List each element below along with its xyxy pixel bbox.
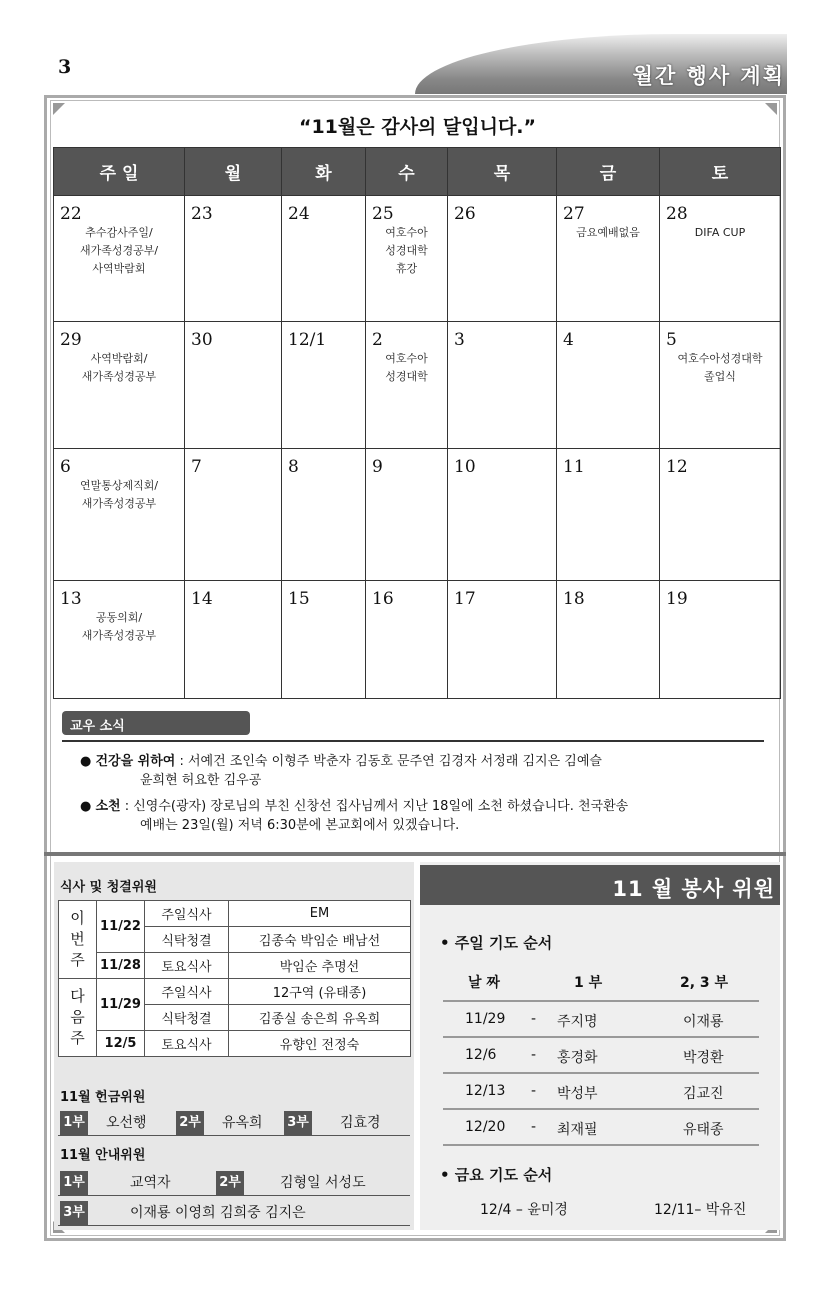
calendar-event: 금요예배없음	[576, 226, 640, 239]
section-divider	[44, 852, 786, 856]
service-tag: 3부	[60, 1201, 88, 1225]
prayer-second-third: 이재룡	[683, 1014, 724, 1030]
calendar-event: 새가족성경공부	[81, 629, 157, 642]
meal-type: 토요식사	[145, 953, 229, 979]
day-number: 9	[372, 457, 383, 477]
meal-date: 11/28	[97, 953, 145, 979]
calendar-day-cell	[557, 449, 660, 581]
meal-title: 식사 및 청결위원	[60, 880, 157, 895]
weekday-fri: 금	[557, 148, 660, 196]
calendar-event: 공동의회/	[95, 611, 143, 624]
news-death-key: 소천	[95, 799, 121, 814]
meal-date: 11/29	[97, 979, 145, 1031]
prayer-date: 12/20	[465, 1119, 506, 1135]
weekday-tue: 화	[282, 148, 366, 196]
day-number: 8	[288, 457, 299, 477]
calendar-day-cell	[282, 449, 366, 581]
day-number: 28	[666, 204, 688, 224]
calendar-day-cell	[54, 322, 185, 449]
day-number: 14	[191, 589, 213, 609]
meal-table	[58, 900, 411, 1057]
weekday-thu: 목	[448, 148, 557, 196]
day-number: 26	[454, 204, 476, 224]
prayer-row	[443, 1038, 759, 1074]
prayer-first: 주지명	[557, 1014, 598, 1030]
calendar-event: 졸업식	[704, 370, 736, 383]
service-tag: 1부	[60, 1171, 88, 1195]
usher-title: 11월 안내위원	[60, 1148, 146, 1163]
calendar-day-cell	[185, 322, 282, 449]
dash: -	[531, 1011, 537, 1027]
meal-names: 유향인 전정숙	[229, 1031, 411, 1057]
weekday-header-row	[54, 148, 781, 196]
calendar-day-cell	[54, 449, 185, 581]
offering-name: 오선행	[106, 1115, 147, 1131]
calendar-day-cell	[185, 449, 282, 581]
day-number: 11	[563, 457, 585, 477]
calendar-day-cell	[366, 322, 448, 449]
meal-type: 식탁청결	[145, 927, 229, 953]
calendar-event: 새가족성경공부/	[79, 244, 159, 257]
offering-name: 김효경	[340, 1115, 381, 1131]
usher-name: 이재룡 이영희 김희중 김지은	[130, 1205, 306, 1221]
next-week-label: 다 음 주	[59, 979, 97, 1057]
calendar-event: 성경대학	[385, 370, 428, 383]
service-tag: 1부	[60, 1111, 88, 1135]
bullet-icon: ●	[80, 799, 92, 814]
meal-date: 12/5	[97, 1031, 145, 1057]
meal-names: 김종숙 박임순 배남선	[229, 927, 411, 953]
day-number: 29	[60, 330, 82, 350]
prayer-second-third: 김교진	[683, 1086, 724, 1102]
news-death-text-cont: 예배는 23일(월) 저녁 6:30분에 본교회에서 있겠습니다.	[140, 818, 460, 833]
calendar-day-cell	[366, 449, 448, 581]
volunteer-title: 11 월 봉사 위원	[612, 877, 775, 901]
calendar-day-cell	[557, 196, 660, 322]
calendar-day-cell	[660, 196, 781, 322]
calendar-day-cell	[660, 449, 781, 581]
calendar-title: “11월은 감사의 달입니다.”	[298, 116, 537, 138]
prayer-row	[443, 1110, 759, 1146]
prayer-date: 12/13	[465, 1083, 506, 1099]
calendar-event: 여호수아성경대학	[677, 352, 763, 365]
col-first: 1 부	[574, 975, 603, 991]
service-tag: 3부	[284, 1111, 312, 1135]
prayer-second-third: 박경환	[683, 1050, 724, 1066]
news-death-text: : 신영수(광자) 장로님의 부친 신창선 집사님께서 지난 18일에 소천 하셨습니다. 천국환송	[120, 799, 629, 814]
calendar-day-cell	[448, 449, 557, 581]
news-health-text: : 서예건 조인숙 이형주 박춘자 김동호 문주연 김경자 서정래 김지은 김예슬	[175, 754, 602, 769]
calendar-event: 새가족성경공부	[81, 497, 157, 510]
calendar-week-row	[54, 449, 781, 581]
calendar-day-cell	[448, 581, 557, 699]
news-health-text-cont: 윤희현 허요한 김우공	[140, 773, 262, 788]
day-number: 24	[288, 204, 310, 224]
col-date: 날 짜	[468, 975, 500, 991]
day-number: 5	[666, 330, 677, 350]
calendar-day-cell	[557, 322, 660, 449]
meal-type: 토요식사	[145, 1031, 229, 1057]
day-number: 30	[191, 330, 213, 350]
calendar-event: 새가족성경공부	[81, 370, 157, 383]
usher-name: 김형일 서성도	[280, 1175, 366, 1191]
day-number: 25	[372, 204, 394, 224]
meal-names: EM	[229, 901, 411, 927]
day-number: 15	[288, 589, 310, 609]
calendar-event: 연말통상제직회/	[79, 479, 159, 492]
weekday-wed: 수	[366, 148, 448, 196]
calendar-week-row	[54, 581, 781, 699]
prayer-second-third: 유태종	[683, 1122, 724, 1138]
calendar-day-cell	[282, 581, 366, 699]
friday-prayer-item: 12/4 – 윤미경	[480, 1202, 568, 1218]
day-number: 16	[372, 589, 394, 609]
calendar-event: 사역박람회	[92, 262, 146, 275]
prayer-row	[443, 1074, 759, 1110]
meal-names: 김종실 송은희 유옥희	[229, 1005, 411, 1031]
calendar-day-cell	[557, 581, 660, 699]
monthly-calendar	[53, 147, 781, 699]
calendar-day-cell	[660, 322, 781, 449]
prayer-date: 11/29	[465, 1011, 506, 1027]
calendar-event: 사역박람회/	[90, 352, 148, 365]
day-number: 19	[666, 589, 688, 609]
dash: -	[531, 1047, 537, 1063]
calendar-day-cell	[448, 196, 557, 322]
sunday-prayer-title: • 주일 기도 순서	[440, 934, 553, 952]
col-second-third: 2, 3 부	[680, 975, 729, 991]
page-number: 3	[58, 56, 72, 78]
meal-names: 12구역 (유태종)	[229, 979, 411, 1005]
this-week-label: 이 번 주	[59, 901, 97, 979]
weekday-mon: 월	[185, 148, 282, 196]
calendar-event: DIFA CUP	[694, 226, 746, 239]
day-number: 4	[563, 330, 574, 350]
calendar-event: 성경대학	[385, 244, 428, 257]
prayer-first: 홍경화	[557, 1050, 598, 1066]
day-number: 12	[666, 457, 688, 477]
calendar-event: 여호수아	[385, 352, 428, 365]
calendar-day-cell	[282, 196, 366, 322]
day-number: 7	[191, 457, 202, 477]
calendar-week-row	[54, 322, 781, 449]
offering-title: 11월 헌금위원	[60, 1090, 146, 1105]
calendar-day-cell	[660, 581, 781, 699]
calendar-day-cell	[366, 196, 448, 322]
prayer-row	[443, 1002, 759, 1038]
meal-type: 주일식사	[145, 979, 229, 1005]
meal-date: 11/22	[97, 901, 145, 953]
usher-strip-1	[58, 1171, 410, 1196]
calendar-day-cell	[54, 196, 185, 322]
offering-name: 유옥희	[222, 1115, 263, 1131]
day-number: 3	[454, 330, 465, 350]
weekday-sat: 토	[660, 148, 781, 196]
divider	[62, 740, 764, 742]
prayer-date: 12/6	[465, 1047, 497, 1063]
meal-names: 박임순 추명선	[229, 953, 411, 979]
meal-type: 주일식사	[145, 901, 229, 927]
news-death	[80, 797, 760, 835]
calendar-day-cell	[282, 322, 366, 449]
friday-prayer-title: • 금요 기도 순서	[440, 1166, 553, 1184]
news-health	[80, 752, 760, 790]
calendar-day-cell	[54, 581, 185, 699]
dash: -	[531, 1083, 537, 1099]
usher-strip-2	[58, 1201, 410, 1226]
calendar-event: 추수감사주일/	[85, 226, 153, 239]
day-number: 6	[60, 457, 71, 477]
calendar-day-cell	[185, 581, 282, 699]
calendar-day-cell	[448, 322, 557, 449]
prayer-first: 박성부	[557, 1086, 598, 1102]
day-number: 12/1	[288, 330, 327, 350]
calendar-day-cell	[185, 196, 282, 322]
news-health-key: 건강을 위하여	[95, 754, 176, 769]
day-number: 23	[191, 204, 213, 224]
day-number: 27	[563, 204, 585, 224]
friday-prayer-item: 12/11– 박유진	[654, 1202, 747, 1218]
day-number: 22	[60, 204, 82, 224]
day-number: 13	[60, 589, 82, 609]
calendar-day-cell	[366, 581, 448, 699]
bullet-icon: ●	[80, 754, 92, 769]
calendar-event: 여호수아	[385, 226, 428, 239]
calendar-event: 휴강	[395, 262, 418, 275]
weekday-sun: 주 일	[54, 148, 185, 196]
meal-type: 식탁청결	[145, 1005, 229, 1031]
day-number: 18	[563, 589, 585, 609]
service-tag: 2부	[216, 1171, 244, 1195]
prayer-first: 최재필	[557, 1122, 598, 1138]
calendar-week-row	[54, 196, 781, 322]
page-title: 월간 행사 계획	[632, 64, 785, 88]
news-section-label: 교우 소식	[62, 711, 250, 735]
offering-strip	[58, 1111, 410, 1136]
dash: -	[531, 1119, 537, 1135]
usher-name: 교역자	[130, 1175, 171, 1191]
day-number: 2	[372, 330, 383, 350]
service-tag: 2부	[176, 1111, 204, 1135]
day-number: 17	[454, 589, 476, 609]
day-number: 10	[454, 457, 476, 477]
